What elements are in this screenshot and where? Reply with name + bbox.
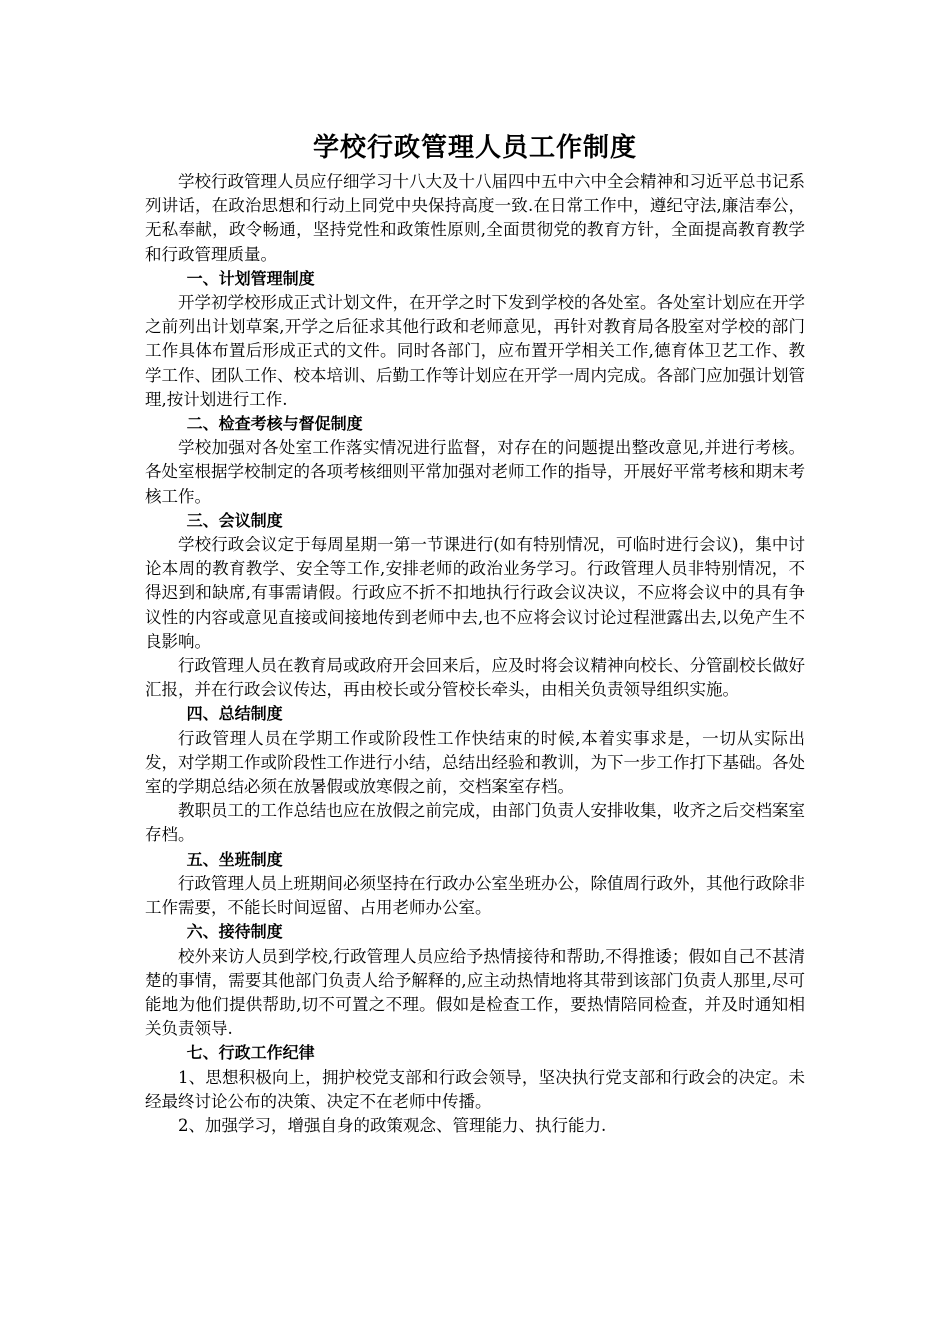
section-office-duty — [145, 848, 805, 921]
section-reception — [145, 920, 805, 1041]
document-title: 学校行政管理人员工作制度 — [312, 133, 637, 163]
section-paragraph: 行政管理人员在学期工作或阶段性工作快结束的时候,本着实事求是，一切从实际出发，对学期工作或阶段性工作进行小结，总结出经验和教训，为下一步工作打下基础。各处室的学期总结必须在放暑假或放寒假之前，交档案室存档。 — [145, 728, 805, 797]
section-meeting — [145, 509, 805, 703]
section-paragraph: 校外来访人员到学校,行政管理人员应给予热情接待和帮助,不得推诿；假如自己不甚清楚的事情，需要其他部门负责人给予解释的,应主动热情地将其带到该部门负责人那里,尽可能地为他们提供帮助,切不可置之不理。假如是检查工作，要热情陪同检查，并及时通知相关负责领导. — [145, 946, 805, 1039]
document-page — [145, 128, 805, 1138]
section-discipline — [145, 1041, 805, 1138]
section-paragraph: 开学初学校形成正式计划文件，在开学之时下发到学校的各处室。各处室计划应在开学之前列出计划草案,开学之后征求其他行政和老师意见，再针对教育局各股室对学校的部门工作具体布置后形成正式的文件。同时各部门，应布置开学相关工作,德育体卫艺工作、教学工作、团队工作、校本培训、后勤工作等计划应在开学一周内完成。各部门应加强计划管理,按计划进行工作. — [145, 293, 805, 409]
section-summary — [145, 702, 805, 847]
section-paragraph: 行政管理人员在教育局或政府开会回来后，应及时将会议精神向校长、分管副校长做好汇报，并在行政会议传达，再由校长或分管校长牵头，由相关负责领导组织实施。 — [145, 656, 805, 700]
section-heading: 五、坐班制度 — [186, 849, 283, 869]
section-paragraph: 学校加强对各处室工作落实情况进行监督，对存在的问题提出整改意见,并进行考核。各处室根据学校制定的各项考核细则平常加强对老师工作的指导，开展好平常考核和期末考核工作。 — [145, 438, 805, 506]
section-heading: 四、总结制度 — [186, 704, 283, 724]
section-heading: 六、接待制度 — [186, 922, 283, 942]
section-heading: 七、行政工作纪律 — [186, 1043, 315, 1063]
section-paragraph: 1、思想积极向上，拥护校党支部和行政会领导，坚决执行党支部和行政会的决定。未经最终讨论公布的决策、决定不在老师中传播。 — [145, 1067, 805, 1111]
section-heading: 三、会议制度 — [186, 510, 283, 530]
section-paragraph: 2、加强学习，增强自身的政策观念、管理能力、执行能力. — [178, 1115, 607, 1135]
intro-paragraph: 学校行政管理人员应仔细学习十八大及十八届四中五中六中全会精神和习近平总书记系列讲话，在政治思想和行动上同党中央保持高度一致.在日常工作中，遵纪守法,廉洁奉公，无私奉献，政令畅通，坚持党性和政策性原则,全面贯彻党的教育方针，全面提高教育教学和行政管理质量。 — [145, 172, 805, 264]
section-heading: 二、检查考核与督促制度 — [186, 414, 363, 434]
section-paragraph: 行政管理人员上班期间必须坚持在行政办公室坐班办公，除值周行政外，其他行政除非工作需要，不能长时间逗留、占用老师办公室。 — [145, 873, 805, 918]
section-plan — [145, 267, 805, 412]
section-heading: 一、计划管理制度 — [186, 268, 315, 288]
section-paragraph: 教职员工的工作总结也应在放假之前完成，由部门负责人安排收集，收齐之后交档案室存档。 — [145, 801, 805, 845]
section-inspection — [145, 412, 805, 509]
section-paragraph: 学校行政会议定于每周星期一第一节课进行(如有特别情况，可临时进行会议)，集中讨论本周的教育教学、安全等工作,安排老师的政治业务学习。行政管理人员非特别情况，不得迟到和缺席,有事需请假。行政应不折不扣地执行行政会议决议，不应将会议中的具有争议性的内容或意见直接或间接地传到老师中去,也不应将会议讨论过程泄露出去,以免产生不良影响。 — [145, 535, 805, 651]
